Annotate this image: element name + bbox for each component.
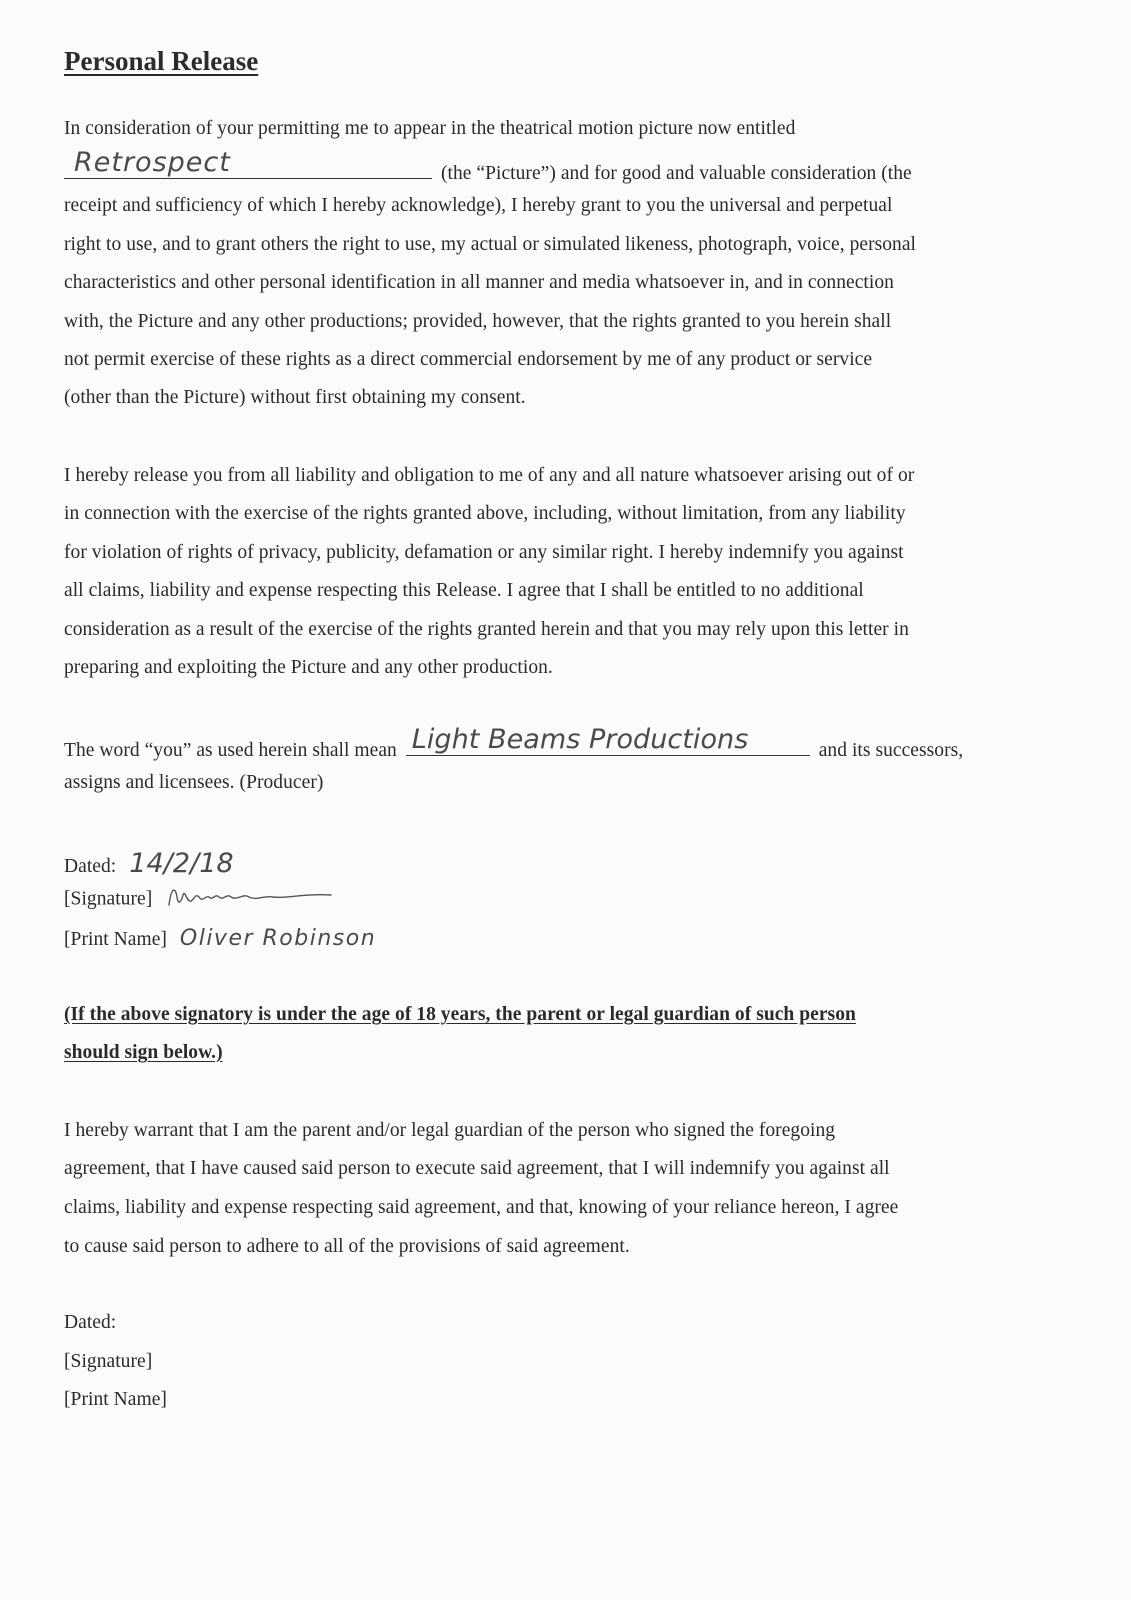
signature-row-1 — [64, 887, 335, 913]
producer-name-handwritten: Light Beams Productions — [411, 724, 749, 755]
p2-line-5: consideration as a result of the exercise of the rights granted herein and that you may rely upon this letter in — [64, 619, 909, 640]
dated-label-1: Dated: — [64, 856, 117, 877]
p3-line-2: assigns and licensees. (Producer) — [64, 772, 324, 793]
print-name-label-1: [Print Name] — [64, 929, 167, 950]
signature-label-2: [Signature] — [64, 1351, 153, 1372]
document-title: Personal Release — [64, 46, 259, 76]
p2-line-6: preparing and exploiting the Picture and any other production. — [64, 657, 553, 678]
p1-line-2 — [64, 147, 912, 185]
p2-line-1: I hereby release you from all liability and obligation to me of any and all nature whatsoever arising out of or — [64, 465, 915, 486]
producer-name-field — [406, 724, 810, 756]
print-name-label-2: [Print Name] — [64, 1389, 167, 1410]
signature-scrawl-1 — [165, 879, 335, 913]
p3-line-1 — [64, 724, 964, 762]
p3-line-1-pre: The word “you” as used herein shall mean — [64, 740, 397, 761]
dated-value-1: 14/2/18 — [129, 848, 234, 879]
dated-row-1 — [64, 848, 234, 879]
p1-line-8: (other than the Picture) without first obtaining my consent. — [64, 387, 526, 408]
dated-label-2: Dated: — [64, 1312, 117, 1333]
p4-line-3: claims, liability and expense respecting said agreement, and that, knowing of your reliance hereon, I agree — [64, 1197, 899, 1218]
p1-line-7: not permit exercise of these rights as a direct commercial endorsement by me of any product or service — [64, 349, 873, 370]
p2-line-4: all claims, liability and expense respecting this Release. I agree that I shall be entitled to no additional — [64, 580, 864, 601]
p1-line-3: receipt and sufficiency of which I hereby acknowledge), I hereby grant to you the universal and perpetual — [64, 195, 893, 216]
print-name-value-1: Oliver Robinson — [179, 926, 377, 951]
p2-line-2: in connection with the exercise of the rights granted above, including, without limitation, from any liability — [64, 503, 906, 524]
p4-line-2: agreement, that I have caused said person to execute said agreement, that I will indemnify you against all — [64, 1158, 890, 1179]
p4-line-1: I hereby warrant that I am the parent and/or legal guardian of the person who signed the foregoing — [64, 1120, 836, 1141]
p1-line-2-text: (the “Picture”) and for good and valuable consideration (the — [440, 163, 912, 184]
minor-notice-line-1: (If the above signatory is under the age of 18 years, the parent or legal guardian of such person — [64, 1004, 856, 1025]
print-name-row-1 — [64, 926, 376, 951]
p1-line-1: In consideration of your permitting me to appear in the theatrical motion picture now entitled — [64, 118, 796, 139]
picture-title-handwritten: Retrospect — [74, 147, 231, 178]
minor-notice-line-2: should sign below.) — [64, 1042, 223, 1063]
p1-line-5: characteristics and other personal identification in all manner and media whatsoever in, and in connection — [64, 272, 894, 293]
p1-line-6: with, the Picture and any other productions; provided, however, that the rights granted to you herein shall — [64, 311, 892, 332]
p1-line-4: right to use, and to grant others the right to use, my actual or simulated likeness, photograph, voice, personal — [64, 234, 917, 255]
p3-line-1-post: and its successors, — [818, 740, 964, 761]
p2-line-3: for violation of rights of privacy, publicity, defamation or any similar right. I hereby indemnify you against — [64, 542, 904, 563]
picture-title-field — [64, 147, 432, 179]
signature-label-1: [Signature] — [64, 888, 153, 910]
p4-line-4: to cause said person to adhere to all of the provisions of said agreement. — [64, 1236, 630, 1257]
